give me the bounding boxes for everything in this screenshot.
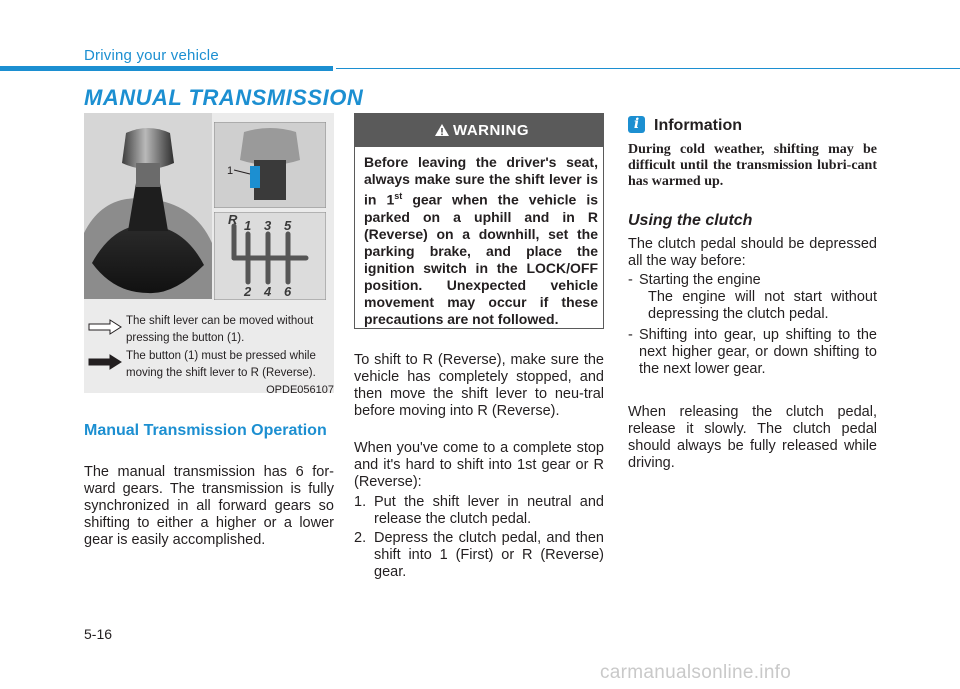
manual-transmission-operation-heading: Manual Transmission Operation — [84, 422, 327, 439]
watermark: carmanualsonline.info — [600, 662, 792, 683]
reverse-paragraph: To shift to R (Reverse), make sure the vehicle has completely stopped, and then move the shift lever to neu-tral before moving into R (Reverse). — [354, 352, 604, 419]
dash-marker: - — [628, 272, 633, 288]
complete-stop-paragraph: When you've come to a complete stop and it's hard to shift into 1st gear or R (Reverse): — [354, 440, 604, 490]
warning-label: WARNING — [453, 122, 529, 139]
step-text: Depress the clutch pedal, and then shift into 1 (First) or R (Reverse) gear. — [374, 530, 604, 580]
solid-arrow-icon — [88, 354, 122, 370]
dash-marker: - — [628, 327, 633, 343]
step-number: 2. — [354, 530, 367, 546]
step-item — [354, 494, 604, 528]
page-number: 5-16 — [84, 626, 113, 642]
warning-text-part-1: Before leaving the driver's seat, always make sure the shift lever is in 1 — [364, 154, 598, 208]
shift-pattern-diagram — [214, 212, 326, 300]
gear-label-4: 4 — [264, 284, 272, 299]
dash-item-text: Shifting into gear, up shifting to the next higher gear, or down shifting to the next lower gear. — [639, 327, 877, 377]
information-heading: Information — [654, 117, 742, 134]
page-title: MANUAL TRANSMISSION — [84, 85, 364, 110]
releasing-clutch-paragraph: When releasing the clutch pedal, release it slowly. The clutch pedal should always be fully released while driving. — [628, 404, 877, 471]
gear-label-3: 3 — [264, 218, 272, 233]
info-icon: i — [628, 116, 645, 133]
shift-lever-photo — [84, 113, 212, 299]
gear-label-2: 2 — [244, 284, 252, 299]
warning-text — [364, 154, 598, 328]
shift-button-inset-photo — [214, 122, 326, 208]
dash-item — [628, 327, 877, 378]
gear-label-1: 1 — [244, 218, 252, 233]
header-rule — [336, 68, 960, 69]
step-item — [354, 530, 604, 581]
gear-label-6: 6 — [284, 284, 292, 299]
warning-header — [355, 114, 603, 147]
dash-item — [628, 272, 877, 323]
step-number: 1. — [354, 494, 367, 510]
dash-item-title: Starting the engine — [639, 272, 761, 288]
warning-text-superscript: st — [394, 191, 403, 201]
warning-box — [354, 113, 604, 329]
operation-paragraph: The manual transmission has 6 for-ward gears. The transmission is fully synchronized in all forward gears so shifting to either a higher or a lower gear is easily accomplished. — [84, 464, 334, 548]
gear-label-r: R — [228, 212, 238, 227]
figure-code: OPDE056107 — [266, 384, 334, 396]
caption-no-button: The shift lever can be moved without pressing the button (1). — [126, 315, 314, 344]
header-bar — [0, 66, 333, 71]
information-text: During cold weather, shifting may be difficult until the transmission lubri-cant has warmed up. — [628, 142, 877, 189]
step-text: Put the shift lever in neutral and release the clutch pedal. — [374, 494, 604, 527]
warning-triangle-icon — [434, 123, 450, 137]
clutch-paragraph: The clutch pedal should be depressed all the way before: — [628, 236, 877, 269]
caption-row-no-button — [88, 313, 334, 353]
outline-arrow-icon — [88, 319, 122, 335]
warning-text-part-2: gear when the vehicle is parked on a uphill and in R (Reverse) on a downhill, set the parking brake, and place the ignition switch in the LOCK/OFF position. Unexpected vehicle movement may occur if these precautions are not followed. — [364, 191, 599, 327]
caption-row-with-button — [88, 348, 334, 388]
section-label: Driving your vehicle — [84, 47, 219, 64]
gear-label-5: 5 — [284, 218, 292, 233]
using-the-clutch-heading: Using the clutch — [628, 212, 753, 229]
callout-number: 1 — [227, 165, 234, 177]
dash-item-text: The engine will not start without depressing the clutch pedal. — [648, 289, 877, 322]
caption-with-button: The button (1) must be pressed while moving the shift lever to R (Reverse). — [126, 350, 316, 379]
